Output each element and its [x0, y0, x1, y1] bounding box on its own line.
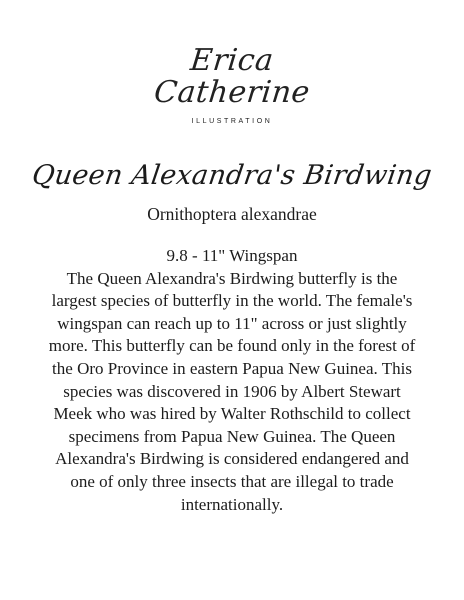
brand-logo — [0, 44, 464, 134]
logo-last-name: Catherine — [152, 75, 312, 110]
description-block — [44, 245, 420, 516]
logo-first-name: Erica — [188, 43, 276, 78]
logo-tagline: ILLUSTRATION — [191, 118, 273, 125]
page-title: Queen Alexandra's Birdwing — [30, 160, 434, 191]
description-text: The Queen Alexandra's Birdwing butterfly is the largest species of butterfly in the world. The female's wingspan can reach up to 11" across or just slightly more. This butterfly can be found only in the forest of the Oro Province in eastern Papua New Guinea. This species was discovered in 1906 by Albert Stewart Meek who was hired by Walter Rothschild to collect specimens from Papua New Guinea. The Queen Alexandra's Birdwing is considered endangered and one of only three insects that are illegal to trade internationally. — [48, 268, 416, 514]
scientific-name: Ornithoptera alexandrae — [147, 204, 317, 224]
wingspan-text: 9.8 - 11" Wingspan — [166, 246, 298, 265]
